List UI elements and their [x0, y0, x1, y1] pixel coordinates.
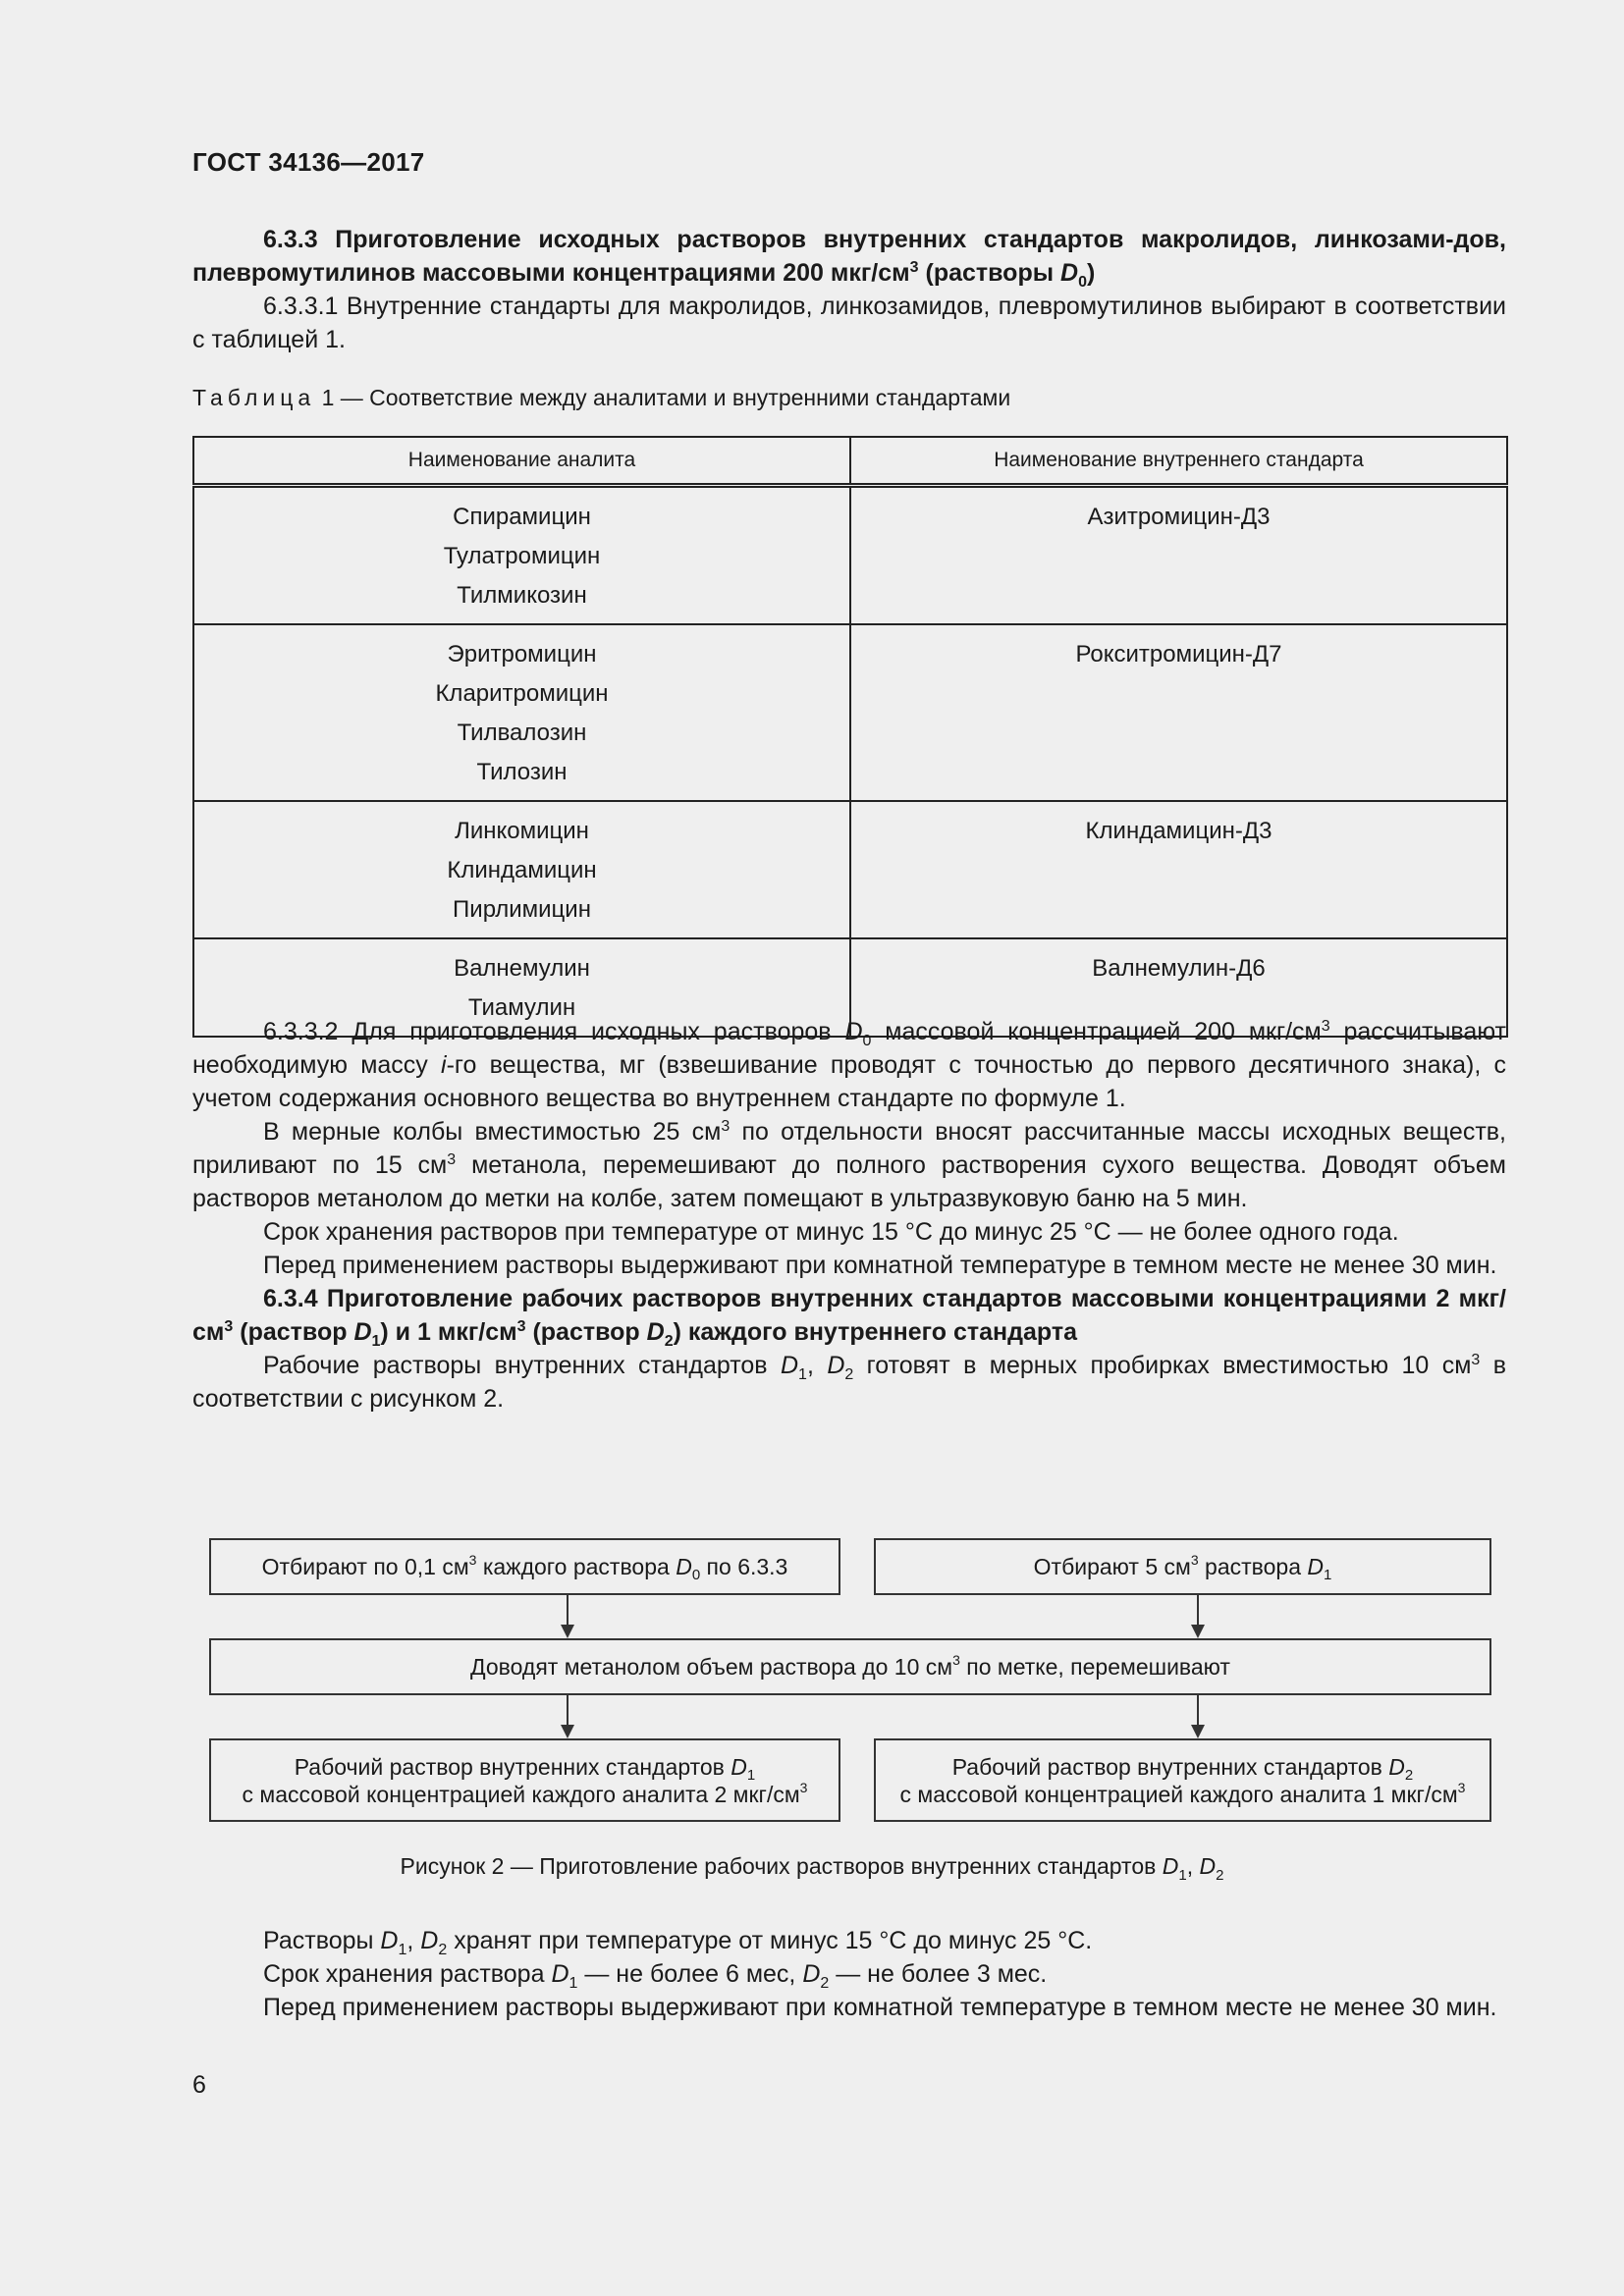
analyte-name: Тилозин [476, 759, 568, 785]
standard-cell: Валнемулин-Д6 [850, 938, 1507, 1037]
analyte-name: Тилмикозин [457, 582, 587, 609]
flow-box-take-d0: Отбирают по 0,1 $см^3$ каждого раствора $D_0$ по 6.3.3 [209, 1538, 840, 1595]
flow-box-dilute: Доводят метанолом объем раствора до 10 $см^3$ по метке, перемешивают [209, 1638, 1491, 1695]
flow-box-result-d2: Рабочий раствор внутренних стандартов $D_2$ с массовой концентрацией каждого аналита 1 мкг/$см^3$ [874, 1738, 1491, 1822]
paragraph-store-d: Растворы $D_1$, $D_2$ хранят при температуре от минус 15 °С до минус 25 °С. [263, 1927, 1093, 1958]
section-633-title: 6.3.3 Приготовление исходных растворов внутренних стандартов макролидов, линкозами-дов, плевромутилинов массовыми концентрациями 200 мкг/$см^3$ (растворы $D_0$) [192, 226, 1506, 291]
standard-cell: Клиндамицин-Д3 [850, 801, 1507, 938]
analyte-name: Валнемулин [454, 955, 590, 982]
paragraph-6332: 6.3.3.2 Для приготовления исходных растворов $D_0$ массовой концентрацией 200 мкг/$см^3$ рассчитывают необходимую массу i-го вещества, мг (взвешивание проводят с точностью до первого десятичного знака), с учетом содержания основного вещества во внутреннем стандарте по формуле 1. [192, 1018, 1507, 1112]
analyte-cell [193, 624, 850, 801]
column-header-standard: Наименование внутреннего стандарта [850, 437, 1507, 486]
paragraph-6331: 6.3.3.1 Внутренние стандарты для макролидов, линкозамидов, плевромутилинов выбирают в соответствии с таблицей 1. [192, 293, 1506, 353]
table-caption: Таблица 1 — Соответствие между аналитами и внутренними стандартами [192, 385, 1011, 410]
paragraph-shelf-life: Срок хранения раствора $D_1$ — не более 6 мес, $D_2$ — не более 3 мес. [263, 1960, 1048, 1992]
page-number: 6 [192, 2071, 206, 2099]
closing-paragraphs [192, 1924, 1506, 2024]
paragraph-working-solutions: Рабочие растворы внутренних стандартов $D_1$, $D_2$ готовят в мерных пробирках вместимостью 10 $см^3$ в соответствии с рисунком 2. [192, 1352, 1506, 1413]
analyte-name: Кларитромицин [435, 680, 609, 707]
analytes-table [192, 436, 1508, 1038]
arrow-down-icon [1197, 1595, 1199, 1636]
paragraph-storage: Срок хранения растворов при температуре от минус 15 °С до минус 25 °С — не более одного года. [263, 1218, 1399, 1246]
analyte-name: Тулатромицин [443, 543, 601, 569]
table-row [193, 624, 1507, 801]
flow-box-result-d1: Рабочий раствор внутренних стандартов $D_1$ с массовой концентрацией каждого аналита 2 мкг/$см^3$ [209, 1738, 840, 1822]
arrow-down-icon [567, 1595, 568, 1636]
analyte-cell [193, 486, 850, 625]
analyte-name: Клиндамицин [447, 857, 597, 883]
analyte-name: Тилвалозин [457, 720, 587, 746]
standard-cell: Азитромицин-Д3 [850, 486, 1507, 625]
section-634-title: 6.3.4 Приготовление рабочих растворов внутренних стандартов массовыми концентрациями 2 мкг/$см^3$ (раствор $D_1$) и 1 мкг/$см^3$ (раствор $D_2$) каждого внутреннего стандарта [192, 1285, 1506, 1350]
paragraph-flasks: В мерные колбы вместимостью 25 $см^3$ по отдельности вносят рассчитанные массы исходных веществ, приливают по 15 $см^3$ метанола, перемешивают до полного растворения сухого вещества. Доводят объем растворов метанолом до метки на колбе, затем помещают в ультразвуковую баню на 5 мин. [192, 1118, 1506, 1212]
table-row [193, 801, 1507, 938]
arrow-down-icon [1197, 1695, 1199, 1736]
paragraph-before-use: Перед применением растворы выдерживают при комнатной температуре в темном месте не менее 30 мин. [263, 1252, 1497, 1279]
analyte-name: Линкомицин [455, 818, 589, 844]
section-633 [192, 223, 1506, 356]
arrow-down-icon [567, 1695, 568, 1736]
section-6332 [192, 1015, 1506, 1415]
figure-caption: Рисунок 2 — Приготовление рабочих растворов внутренних стандартов $D_1$, $D_2$ [400, 1853, 1224, 1884]
column-header-analyte: Наименование аналита [193, 437, 850, 486]
flow-box-take-d1: Отбирают 5 $см^3$ раствора $D_1$ [874, 1538, 1491, 1595]
analyte-name: Спирамицин [453, 504, 591, 530]
document-number: ГОСТ 34136—2017 [192, 147, 425, 177]
analyte-name: Тиамулин [467, 994, 576, 1021]
table-row [193, 486, 1507, 625]
paragraph-before-use-2: Перед применением растворы выдерживают при комнатной температуре в темном месте не менее 30 мин. [263, 1994, 1497, 2021]
analyte-name: Эритромицин [447, 641, 597, 667]
standard-cell: Рокситромицин-Д7 [850, 624, 1507, 801]
analyte-name: Пирлимицин [453, 896, 591, 923]
analyte-cell [193, 801, 850, 938]
